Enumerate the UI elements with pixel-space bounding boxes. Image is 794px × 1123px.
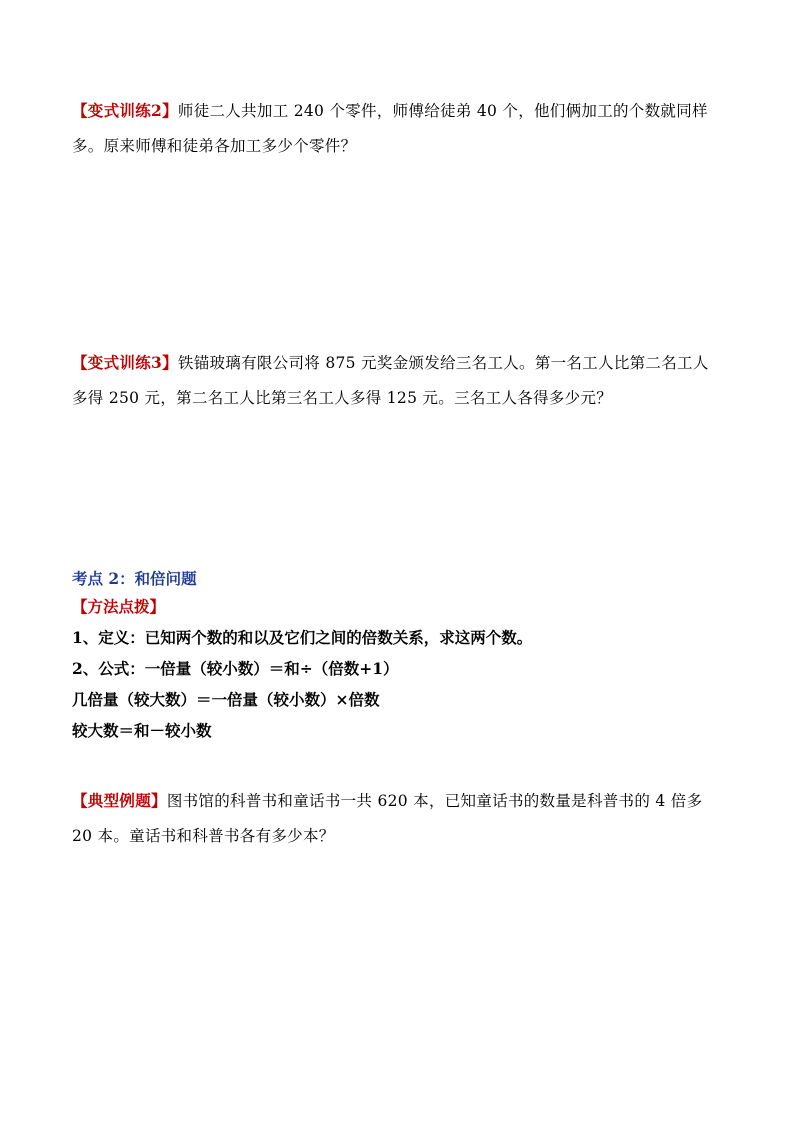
exercise-2-tag: 【变式训练2】 xyxy=(72,101,178,120)
method-tag: 【方法点拨】 xyxy=(72,597,166,616)
exercise-2 xyxy=(72,93,722,164)
exercise-3-tag: 【变式训练3】 xyxy=(72,353,178,372)
formula-line-2: 几倍量（较大数）＝一倍量（较小数）×倍数 xyxy=(72,690,380,709)
exercise-3-text: 铁锚玻璃有限公司将 875 元奖金颁发给三名工人。第一名工人比第二名工人多得 250 元，第二名工人比第三名工人多得 125 元。三名工人各得多少元？ xyxy=(72,354,709,407)
exercise-2-text: 师徒二人共加工 240 个零件，师傅给徒弟 40 个，他们俩加工的个数就同样多。原来师傅和徒弟各加工多少个零件？ xyxy=(72,102,708,155)
example-tag: 【典型例题】 xyxy=(72,791,167,810)
section-title: 考点 2：和倍问题 xyxy=(72,569,197,588)
formula-line-3: 较大数＝和－较小数 xyxy=(72,721,212,740)
typical-example xyxy=(72,783,722,854)
exercise-3 xyxy=(72,345,722,416)
formula-line-1: 2、公式：一倍量（较小数）＝和÷（倍数+1） xyxy=(72,659,399,678)
example-text: 图书馆的科普书和童话书一共 620 本，已知童话书的数量是科普书的 4 倍多 20 本。童话书和科普书各有多少本？ xyxy=(72,792,703,845)
definition-line: 1、定义：已知两个数的和以及它们之间的倍数关系，求这两个数。 xyxy=(72,628,533,647)
